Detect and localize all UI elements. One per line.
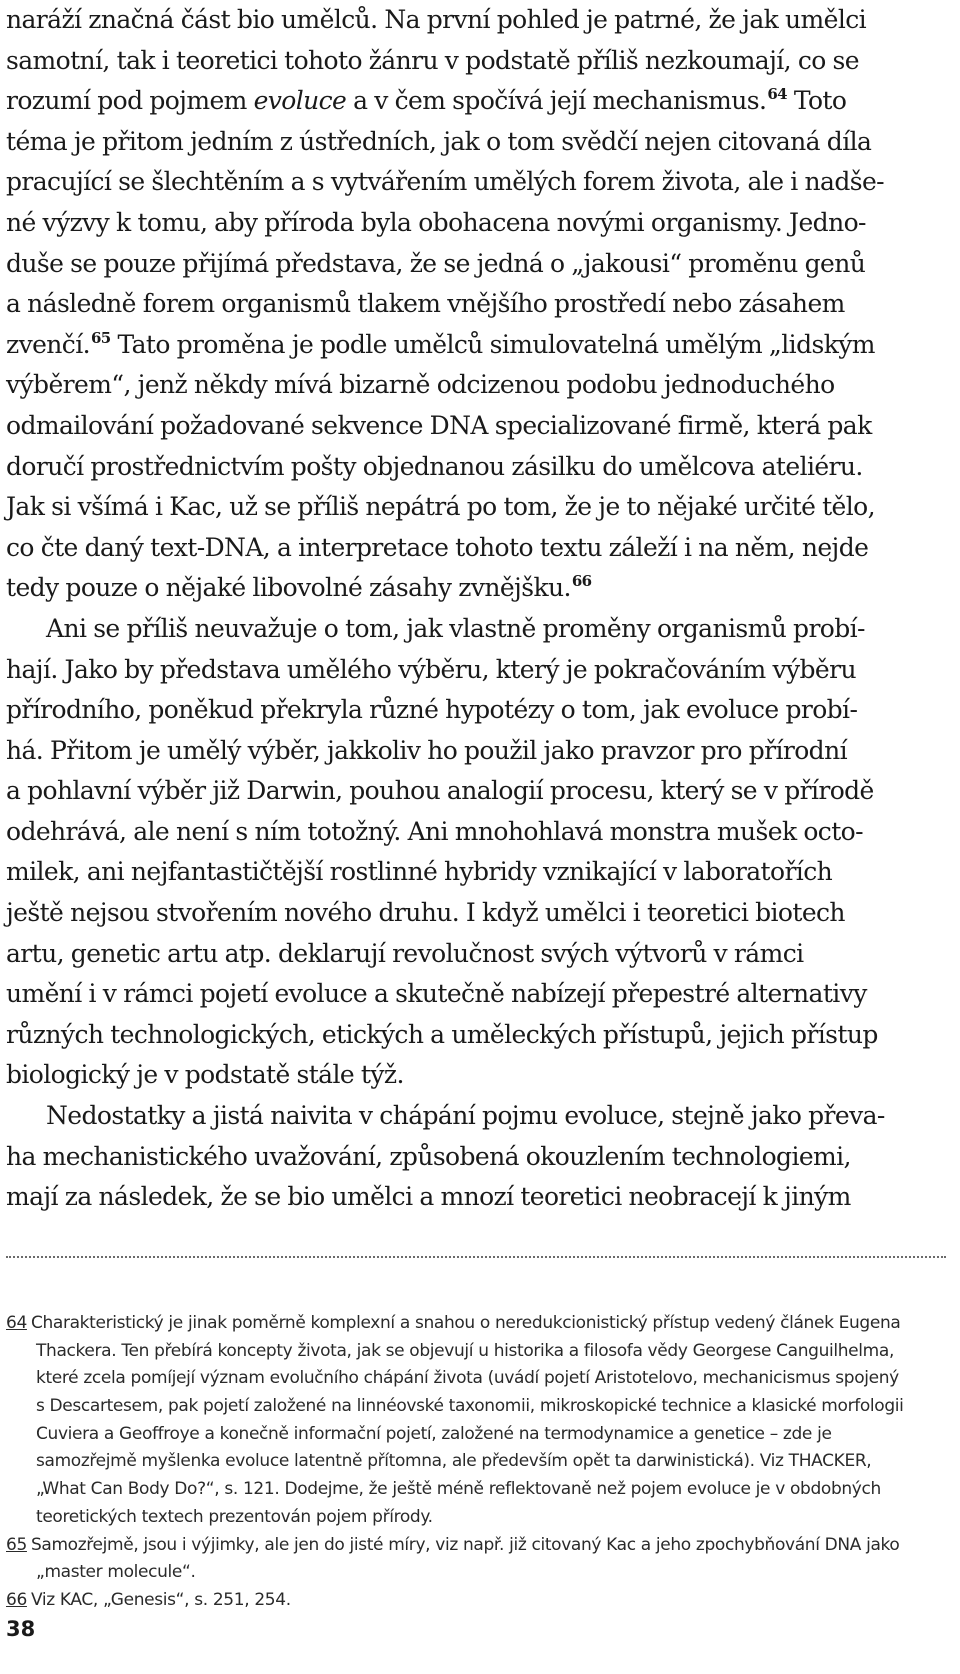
footnote-line: samozřejmě myšlenka evoluce latentně přítomna, ale především opět ta darwinistická). Viz THACKER, — [36, 1451, 872, 1472]
text-line: pracující se šlechtěním a s vytvářením umělých forem života, ale i nadše- — [6, 167, 885, 197]
text-line: ha mechanistického uvažování, způsobená okouzlením technologiemi, — [6, 1141, 851, 1171]
text-line: odehrává, ale není s ním totožný. Ani mnohohlavá monstra mušek octo- — [6, 816, 863, 846]
text-line: rozumí pod pojmem evoluce a v čem spočívá její mechanismus.$^{64}$ Toto — [6, 85, 847, 116]
text-line: odmailování požadované sekvence DNA specializované firmě, která pak — [6, 410, 872, 440]
text-line: samotní, tak i teoretici tohoto žánru v podstatě příliš nezkoumají, co se — [6, 45, 859, 75]
text-line: a pohlavní výběr již Darwin, pouhou analogií procesu, který se v přírodě — [6, 776, 874, 806]
text-line: přírodního, poněkud překryla různé hypotézy o tom, jak evoluce probí- — [6, 695, 858, 725]
footnote-divider — [6, 1256, 946, 1258]
text-line: umění i v rámci pojetí evoluce a skutečně nabízejí přepestré alternativy — [6, 979, 867, 1009]
text-line: různých technologických, etických a uměleckých přístupů, jejich přístup — [6, 1019, 878, 1049]
footnote-line: Thackera. Ten přebírá koncepty života, jak se objevují u historika a filosofa vědy Georgese Canguilhelma, — [36, 1340, 894, 1361]
text-line: téma je přitom jedním z ústředních, jak o tom svědčí nejen citovaná díla — [6, 126, 872, 156]
text-line: výběrem“, jenž někdy mívá bizarně odcizenou podobu jednoduchého — [6, 370, 835, 400]
footnotes — [6, 1310, 946, 1615]
text-line: duše se pouze přijímá představa, že se jedná o „jakousi“ proměnu genů — [6, 248, 866, 278]
text-line: co čte daný text-DNA, a interpretace tohoto textu záleží i na něm, nejde — [6, 532, 869, 562]
footnote-66: 66 Viz KAC, „Genesis“, s. 251, 254. — [6, 1589, 291, 1610]
footnote-number[interactable]: 64 — [6, 1313, 27, 1333]
text-line: a následně forem organismů tlakem vnějšího prostředí nebo zásahem — [6, 289, 845, 319]
footnote-line: s Descartesem, pak pojetí založené na linnéovské taxonomii, mikroskopické technice a klasické morfologii — [36, 1396, 904, 1417]
footnote-65: 65 Samozřejmě, jsou i výjimky, ale jen do jisté míry, viz např. již citovaný Kac a jeho zpochybňování DNA jako — [6, 1534, 900, 1555]
text-line: Jak si všímá i Kac, už se příliš nepátrá po tom, že je to nějaké určité tělo, — [6, 492, 875, 522]
text-line: ještě nejsou stvořením nového druhu. I když umělci i teoretici biotech — [6, 898, 845, 928]
footnote-line: teoretických textech prezentován pojem přírody. — [36, 1506, 433, 1527]
text-line: hají. Jako by představa umělého výběru, který je pokračováním výběru — [6, 654, 856, 684]
text-line: há. Přitom je umělý výběr, jakkoliv ho použil jako pravzor pro přírodní — [6, 735, 847, 765]
footnote-ref-65[interactable]: 65 — [90, 328, 111, 347]
footnote-line: „master molecule“. — [36, 1562, 196, 1583]
footnote-line: Cuviera a Geoffroye a konečně informační pojetí, založené na termodynamice a genetice – zde je — [36, 1423, 832, 1444]
footnote-64: 64 Charakteristický je jinak poměrně komplexní a snahou o neredukcionistický přístup vedený článek Eugena — [6, 1313, 901, 1333]
main-text — [6, 0, 936, 1218]
footnote-ref-66[interactable]: 66 — [571, 572, 592, 591]
text-line: né výzvy k tomu, aby příroda byla obohacena novými organismy. Jedno- — [6, 207, 866, 237]
page-number: 38 — [6, 1617, 36, 1641]
emphasis-evoluce: evoluce — [253, 86, 347, 116]
text-line: doručí prostřednictvím pošty objednanou zásilku do umělcova ateliéru. — [6, 451, 863, 481]
footnote-ref-64[interactable]: 64 — [767, 85, 787, 104]
text-line: mají za následek, že se bio umělci a mnozí teoretici neobracejí k jiným — [6, 1182, 851, 1212]
text-line: biologický je v podstatě stále týž. — [6, 1060, 404, 1090]
footnote-number[interactable]: 65 — [6, 1534, 27, 1555]
text-line: zvenčí.$^{65}$ Tato proměna je podle umělců simulovatelná umělým „lidským — [6, 328, 875, 359]
text-line: naráží značná část bio umělců. Na první pohled je patrné, že jak umělci — [6, 5, 867, 34]
footnote-line: „What Can Body Do?“, s. 121. Dodejme, že ještě méně reflektovaně než pojem evoluce je v obdobných — [36, 1479, 881, 1500]
text-line: Ani se příliš neuvažuje o tom, jak vlastně proměny organismů probí- — [46, 613, 865, 643]
footnote-line: které zcela pomíjejí význam evolučního chápání života (uvádí pojetí Aristotelovo, mechanicismus spojený — [36, 1368, 899, 1389]
text-line: Nedostatky a jistá naivita v chápání pojmu evoluce, stejně jako převa- — [46, 1101, 885, 1131]
text-line: tedy pouze o nějaké libovolné zásahy zvnějšku.$^{66}$ — [6, 572, 592, 603]
text-line: artu, genetic artu atp. deklarují revolučnost svých výtvorů v rámci — [6, 938, 804, 968]
text-line: milek, ani nejfantastičtější rostlinné hybridy vznikající v laboratořích — [6, 857, 833, 887]
footnote-number[interactable]: 66 — [6, 1589, 27, 1610]
